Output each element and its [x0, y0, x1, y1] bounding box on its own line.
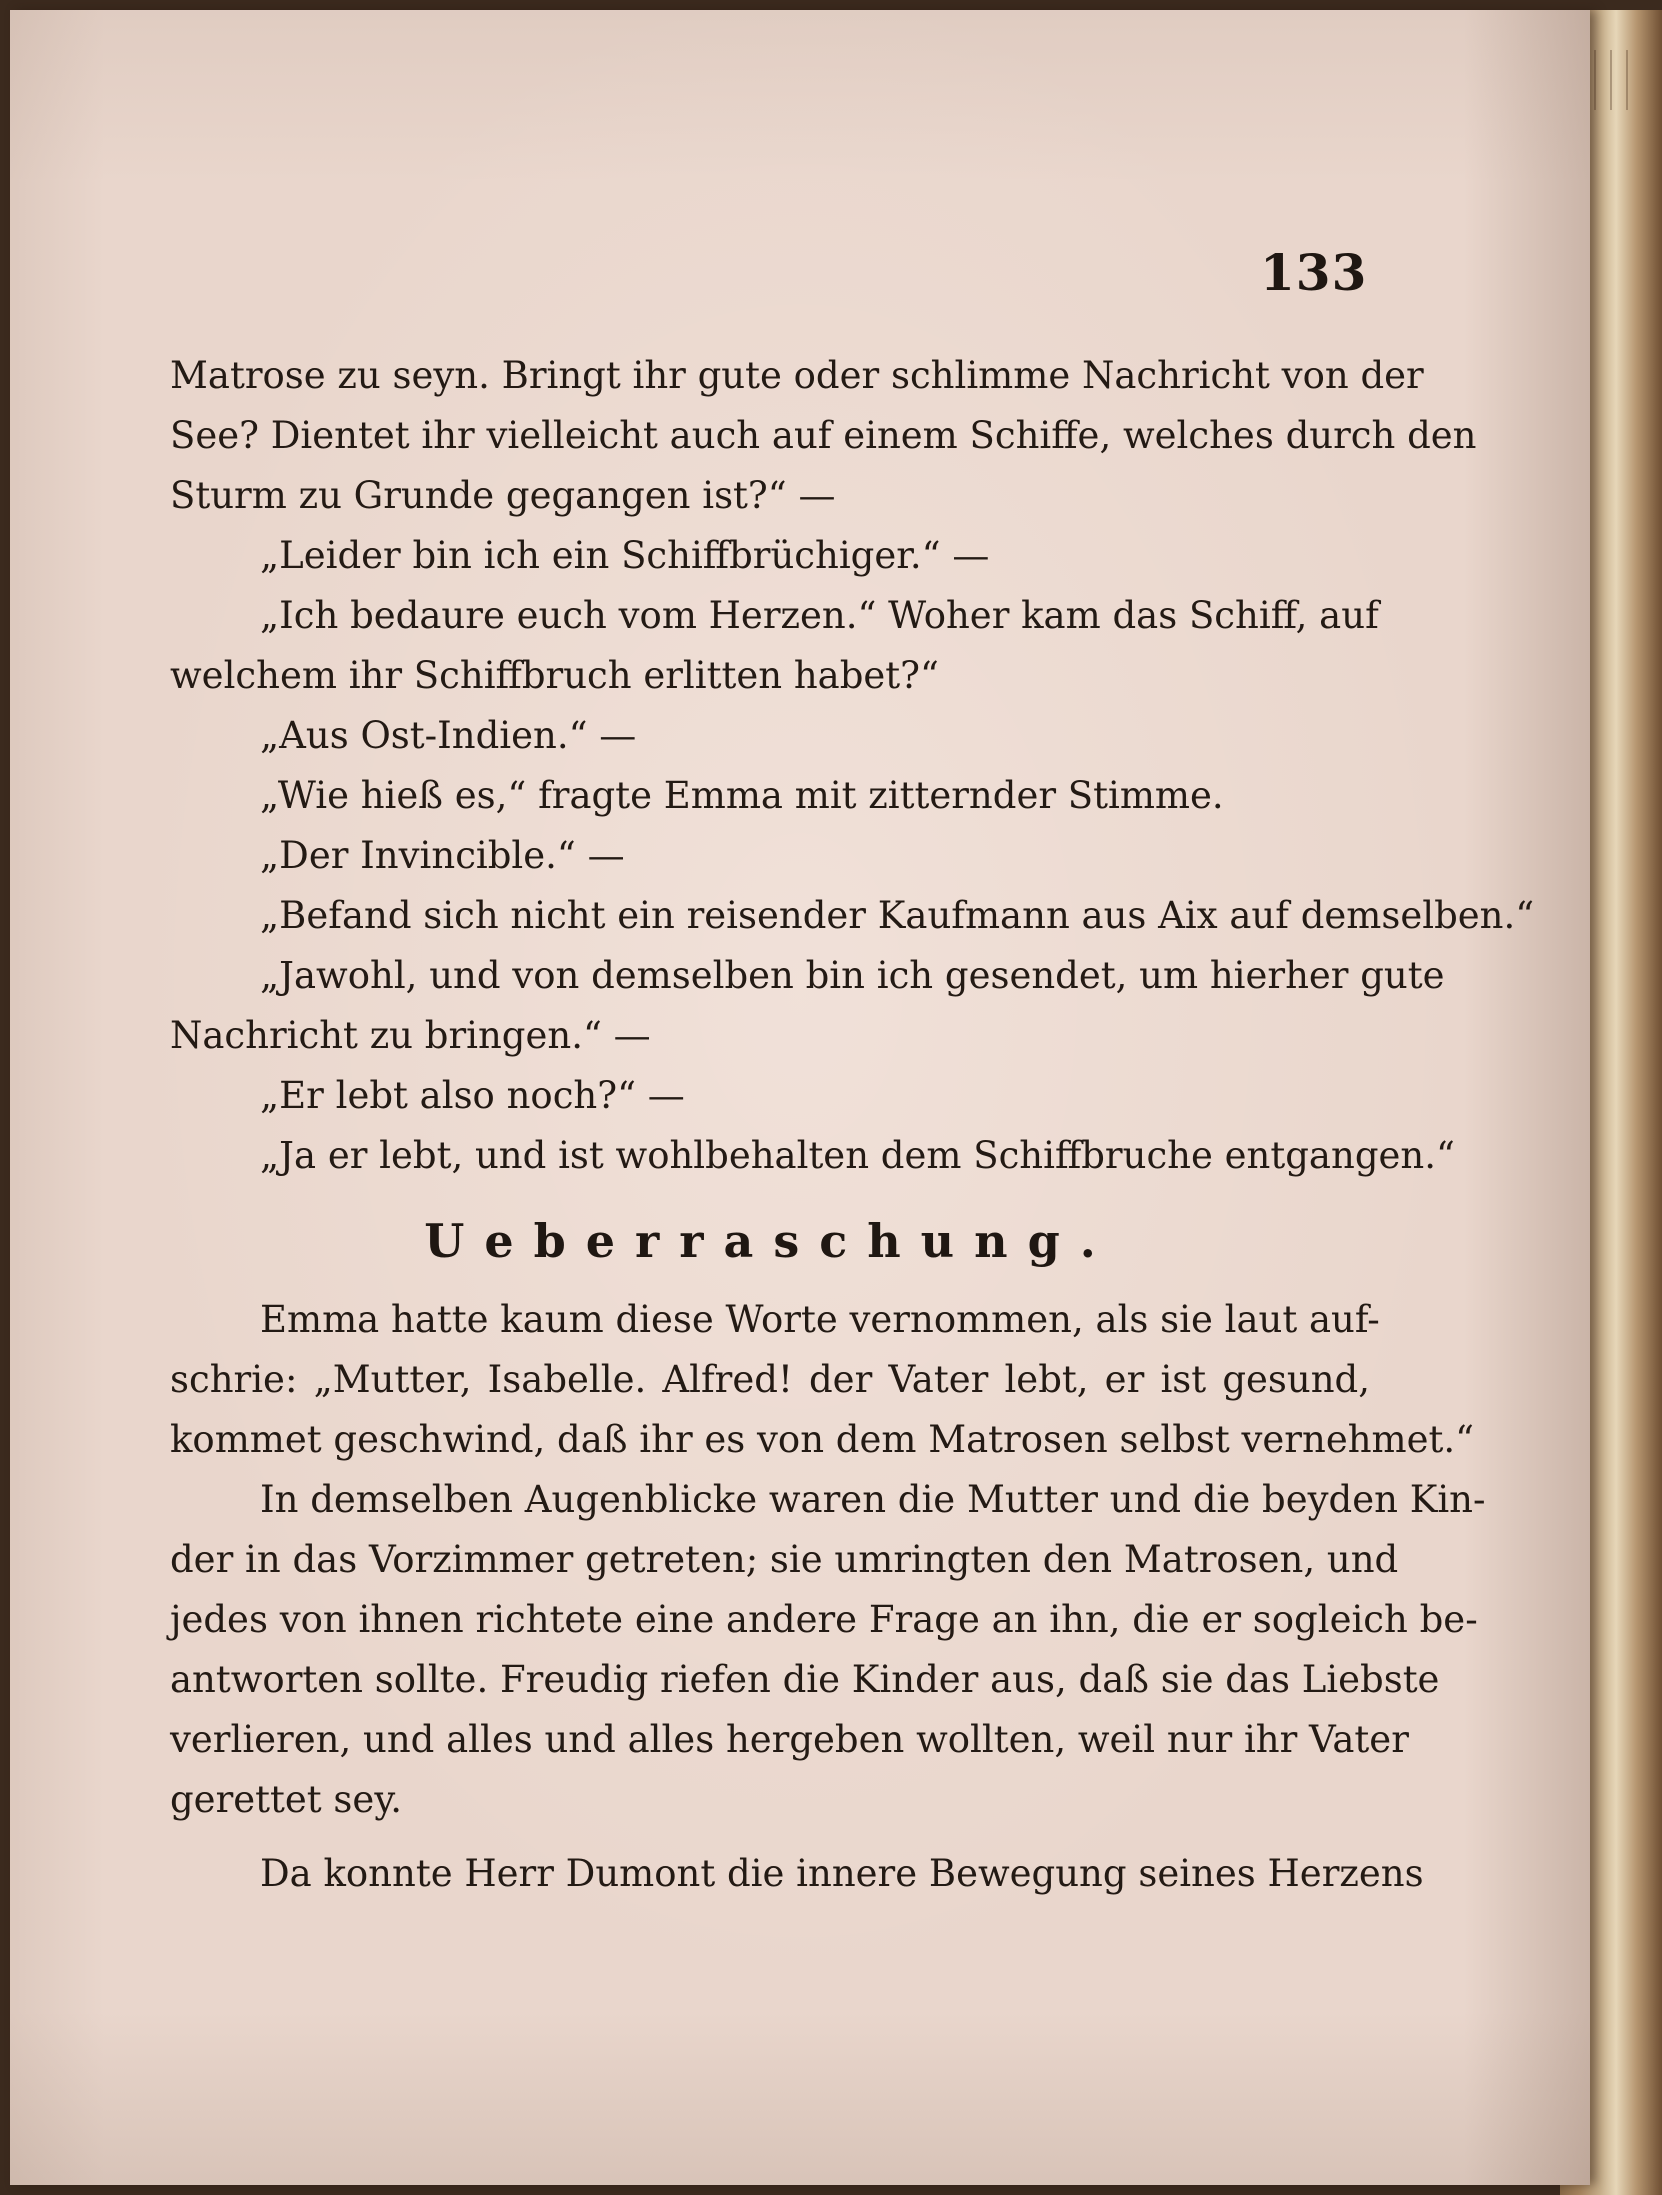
text-line: „Ich bedaure euch vom Herzen.“ Woher kam das Schiff, auf	[260, 594, 1379, 637]
text-line: antworten sollte. Freudig riefen die Kinder aus, daß sie das Liebste	[170, 1658, 1440, 1701]
text-line: „Aus Ost-Indien.“ —	[260, 714, 637, 757]
text-line: kommet geschwind, daß ihr es von dem Matrosen selbst vernehmet.“	[170, 1418, 1475, 1461]
text-line: See? Dientet ihr vielleicht auch auf einem Schiffe, welches durch den	[170, 414, 1477, 457]
text-line: „Er lebt also noch?“ —	[260, 1074, 685, 1117]
text-line: „Befand sich nicht ein reisender Kaufmann aus Aix auf demselben.“	[260, 894, 1535, 937]
body-text	[170, 346, 1535, 1904]
page-number: 133	[1260, 243, 1368, 302]
text-line: In demselben Augenblicke waren die Mutter und die beyden Kin-	[260, 1478, 1486, 1521]
text-line: „Ja er lebt, und ist wohlbehalten dem Schiffbruche entgangen.“	[260, 1134, 1455, 1177]
text-line: Da konnte Herr Dumont die innere Bewegung seines Herzens	[260, 1852, 1424, 1895]
text-line: welchem ihr Schiffbruch erlitten habet?“	[170, 654, 939, 697]
text-line: schrie: „Mutter, Isabelle. Alfred! der Vater lebt, er ist gesund,	[170, 1358, 1370, 1401]
text-line: gerettet sey.	[170, 1778, 403, 1821]
text-line: Nachricht zu bringen.“ —	[170, 1014, 651, 1057]
book-page	[10, 10, 1590, 2185]
text-line: „Wie hieß es,“ fragte Emma mit zitternder Stimme.	[260, 774, 1224, 817]
text-line: Matrose zu seyn. Bringt ihr gute oder schlimme Nachricht von der	[170, 354, 1424, 397]
section-heading: Ueberraschung.	[424, 1214, 1116, 1268]
text-line: „Leider bin ich ein Schiffbrüchiger.“ —	[260, 534, 990, 577]
text-line: verlieren, und alles und alles hergeben wollten, weil nur ihr Vater	[170, 1718, 1409, 1761]
text-line: jedes von ihnen richtete eine andere Frage an ihn, die er sogleich be-	[170, 1598, 1478, 1641]
text-line: der in das Vorzimmer getreten; sie umringten den Matrosen, und	[170, 1538, 1399, 1581]
text-line: Sturm zu Grunde gegangen ist?“ —	[170, 474, 836, 517]
text-line: „Der Invincible.“ —	[260, 834, 625, 877]
text-line: Emma hatte kaum diese Worte vernommen, als sie laut auf-	[260, 1298, 1380, 1341]
text-line: „Jawohl, und von demselben bin ich gesendet, um hierher gute	[260, 954, 1445, 997]
